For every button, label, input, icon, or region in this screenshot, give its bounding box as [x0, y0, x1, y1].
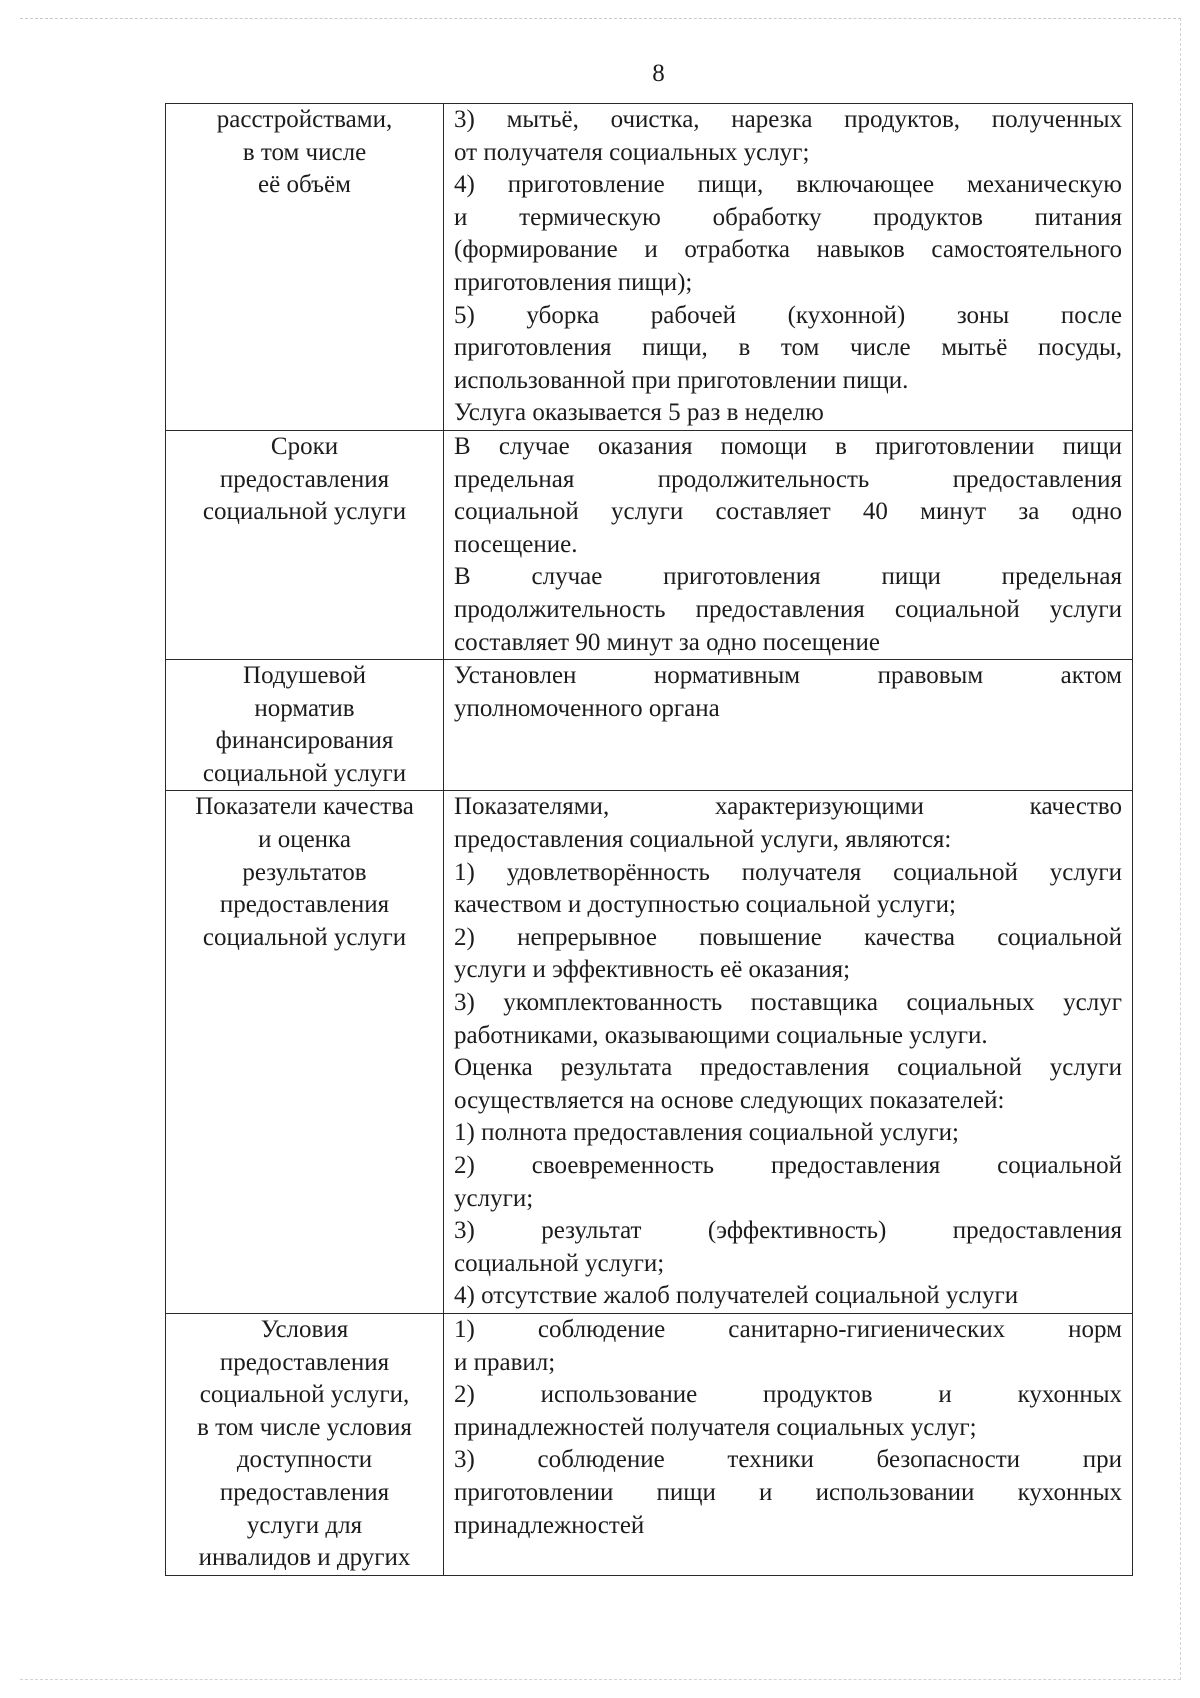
value-line: 3) мытьё, очистка, нарезка продуктов, полученных — [454, 106, 1122, 133]
label-line: Сроки — [270, 432, 339, 460]
row-label-cell — [166, 660, 444, 791]
label-line: её объём — [258, 171, 351, 199]
row-value-cell — [444, 430, 1133, 659]
value-line: 4) отсутствие жалоб получателей социальной услуги — [454, 1282, 1019, 1310]
value-line: продолжительность предоставления социальной услуги — [454, 595, 1122, 623]
label-line: Подушевой — [243, 662, 366, 690]
value-line: качеством и доступностью социальной услуги; — [454, 891, 957, 919]
value-line: использованной при приготовлении пищи. — [454, 366, 909, 394]
label-line: социальной услуги — [202, 923, 407, 951]
value-line: 1) соблюдение санитарно-гигиенических норм — [454, 1315, 1122, 1343]
label-line: предоставления — [219, 1348, 390, 1376]
value-line: 4) приготовление пищи, включающее механическую — [454, 171, 1122, 199]
value-line: посещение. — [454, 530, 578, 558]
row-label-cell — [166, 104, 444, 431]
value-line: составляет 90 минут за одно посещение — [454, 628, 880, 656]
label-line: в том числе — [242, 138, 367, 166]
value-line: социальной услуги; — [454, 1249, 665, 1277]
value-line: приготовления пищи, в том числе мытьё посуды, — [454, 334, 1122, 362]
value-line: В случае оказания помощи в приготовлении пищи — [454, 432, 1122, 460]
label-line: предоставления — [219, 891, 390, 919]
value-line: 3) результат (эффективность) предоставления — [454, 1217, 1122, 1245]
label-line: социальной услуги — [202, 759, 407, 787]
value-line: и правил; — [454, 1348, 556, 1376]
label-line: результатов — [242, 858, 367, 886]
value-line: приготовлении пищи и использовании кухонных — [454, 1478, 1122, 1506]
value-line: уполномоченного органа — [454, 694, 720, 722]
label-line: предоставления — [219, 465, 390, 493]
row-value-cell — [444, 660, 1133, 791]
value-line: услуги и эффективность её оказания; — [454, 956, 851, 984]
value-line: и термическую обработку продуктов питания — [454, 203, 1122, 231]
value-line: 3) соблюдение техники безопасности при — [454, 1446, 1122, 1474]
label-line: финансирования — [215, 727, 394, 755]
value-line: 3) укомплектованность поставщика социальных услуг — [454, 989, 1122, 1017]
row-label-cell — [166, 430, 444, 659]
value-line: услуги; — [454, 1184, 534, 1212]
label-line: социальной услуги — [202, 498, 407, 526]
label-line: норматив — [254, 694, 355, 722]
value-line: Услуга оказывается 5 раз в неделю — [454, 399, 824, 427]
value-line: В случае приготовления пищи предельная — [454, 563, 1122, 591]
value-line: 2) непрерывное повышение качества социальной — [454, 923, 1122, 951]
value-line: 2) своевременность предоставления социальной — [454, 1152, 1122, 1179]
value-line: 1) удовлетворённость получателя социальной услуги — [454, 858, 1122, 886]
service-description-table — [165, 103, 1133, 1576]
label-line: и оценка — [258, 826, 351, 854]
table-row — [166, 791, 1133, 1314]
label-line: Показатели качества — [195, 793, 414, 821]
label-line: услуги для — [246, 1511, 363, 1539]
value-line: принадлежностей — [454, 1511, 645, 1539]
value-line: социальной услуги составляет 40 минут за одно — [454, 498, 1122, 526]
table-row — [166, 1313, 1133, 1575]
table-row — [166, 104, 1133, 431]
label-line: социальной услуги, — [199, 1381, 410, 1409]
value-line: Установлен нормативным правовым актом — [454, 662, 1122, 690]
row-label-cell — [166, 791, 444, 1314]
label-line: доступности — [236, 1446, 373, 1474]
value-line: принадлежностей получателя социальных услуг; — [454, 1413, 977, 1441]
label-line: предоставления — [219, 1478, 390, 1506]
value-line: от получателя социальных услуг; — [454, 138, 810, 166]
value-line: осуществляется на основе следующих показателей: — [454, 1086, 1005, 1114]
row-value-cell — [444, 791, 1133, 1314]
table-row — [166, 430, 1133, 659]
label-line: в том числе условия — [197, 1413, 412, 1441]
value-line: 5) уборка рабочей (кухонной) зоны после — [454, 301, 1122, 329]
value-line: приготовления пищи); — [454, 268, 693, 296]
value-line: 2) использование продуктов и кухонных — [454, 1381, 1122, 1409]
value-line: Показателями, характеризующими качество — [454, 793, 1122, 821]
table-row — [166, 660, 1133, 791]
label-line: Условия — [260, 1315, 349, 1343]
row-value-cell — [444, 1313, 1133, 1575]
row-value-cell — [444, 104, 1133, 431]
label-line: расстройствами, — [216, 106, 393, 133]
value-line: Оценка результата предоставления социальной услуги — [454, 1054, 1122, 1082]
page-number: 8 — [652, 60, 665, 87]
value-line: предоставления социальной услуги, являются: — [454, 826, 952, 854]
value-line: работниками, оказывающими социальные услуги. — [454, 1021, 988, 1049]
label-line: инвалидов и других — [198, 1544, 411, 1572]
row-label-cell — [166, 1313, 444, 1575]
value-line: (формирование и отработка навыков самостоятельного — [454, 236, 1122, 264]
value-line: 1) полнота предоставления социальной услуги; — [454, 1119, 959, 1147]
value-line: предельная продолжительность предоставления — [454, 465, 1122, 493]
